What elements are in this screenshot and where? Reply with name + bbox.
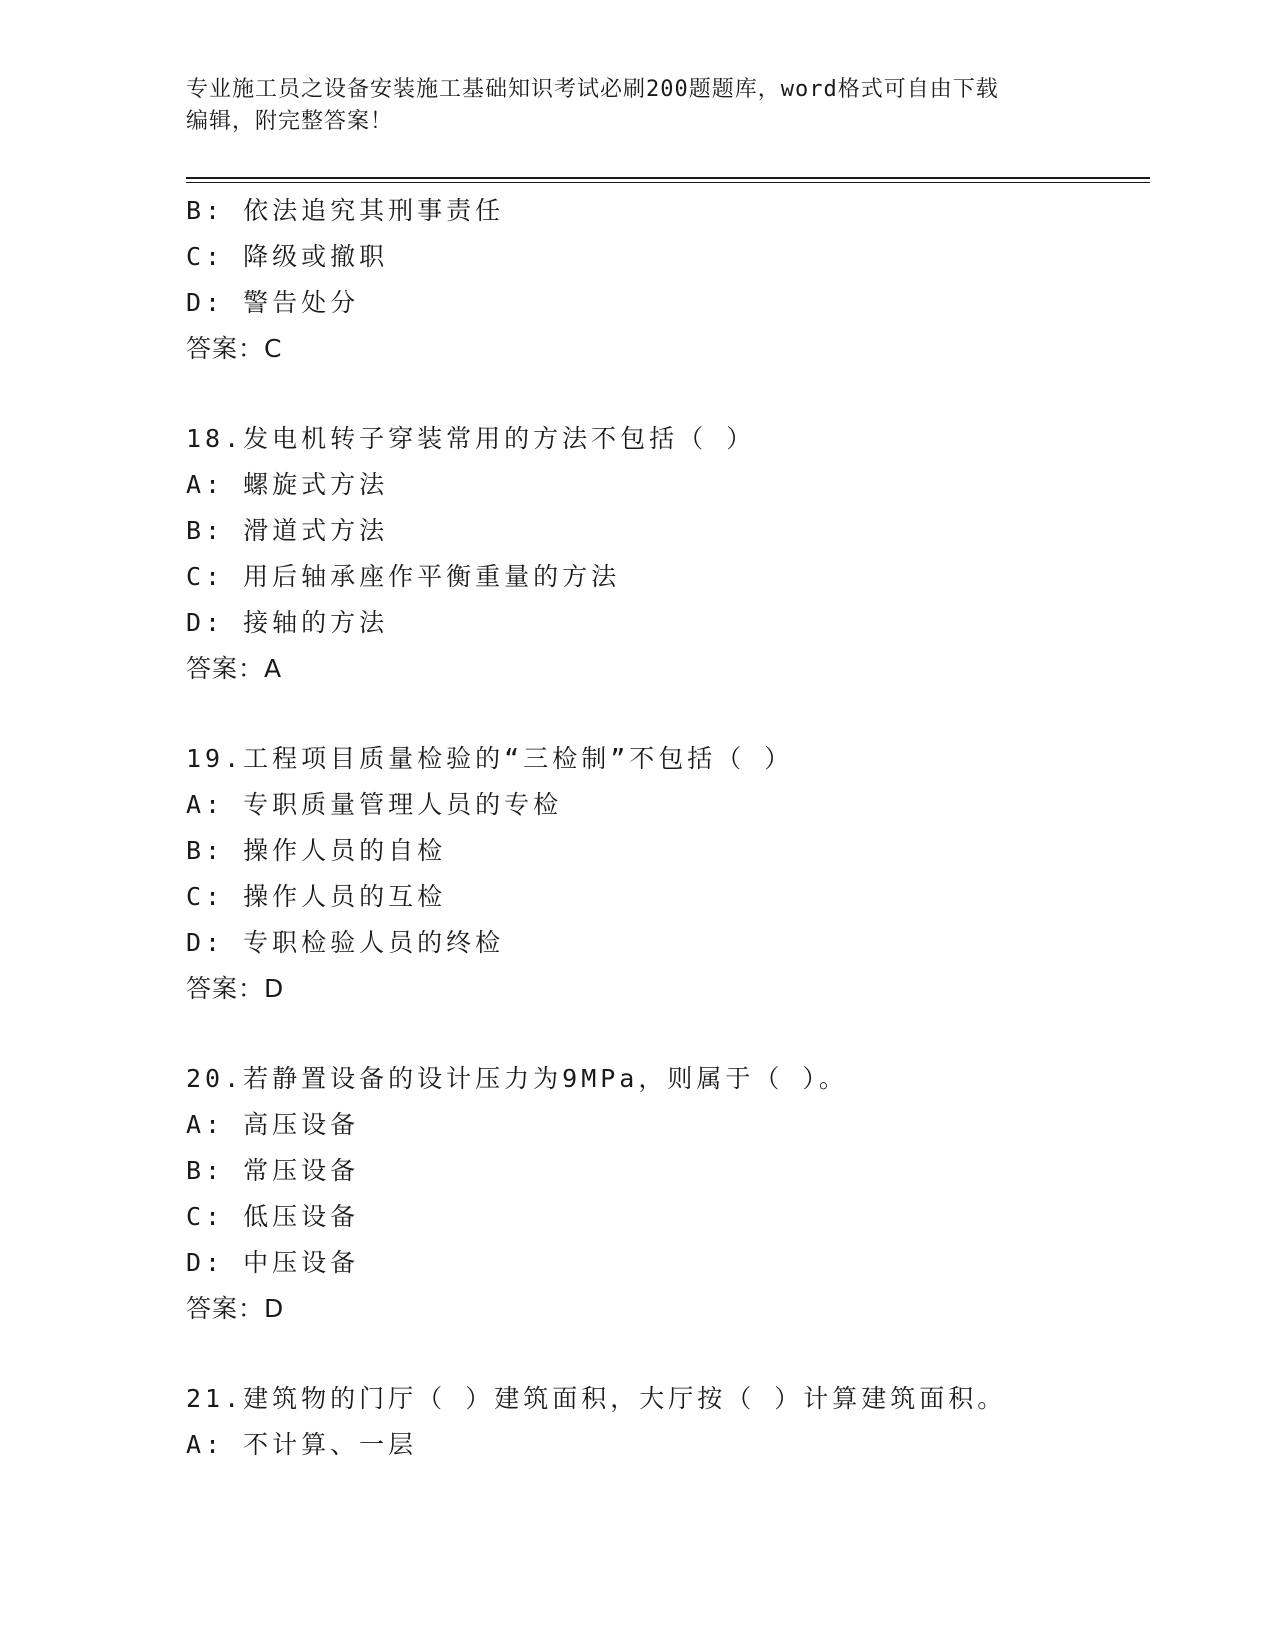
question-spacer [186, 372, 1146, 416]
option-d: D: 专职检验人员的终检 [186, 928, 505, 957]
option-b: B: 依法追究其刑事责任 [186, 196, 505, 225]
option-d: D: 警告处分 [186, 288, 360, 317]
question-stem: 21.建筑物的门厅（ ）建筑面积，大厅按（ ）计算建筑面积。 [186, 1384, 1007, 1413]
option-a: A: 不计算、一层 [186, 1430, 418, 1459]
question-spacer [186, 692, 1146, 736]
question-spacer [186, 1012, 1146, 1056]
option-a: A: 螺旋式方法 [186, 470, 389, 499]
document-header [186, 74, 1066, 138]
option-c: C: 用后轴承座作平衡重量的方法 [186, 562, 621, 591]
question-spacer [186, 1332, 1146, 1376]
question-stem: 20.若静置设备的设计压力为9MPa，则属于（ ）。 [186, 1064, 848, 1093]
question-block-18 [186, 416, 1146, 692]
answer-line: 答案：A [186, 654, 283, 683]
answer-line: 答案：D [186, 974, 285, 1003]
answer-line: 答案：D [186, 1294, 285, 1323]
option-d: D: 中压设备 [186, 1248, 360, 1277]
header-line-1: 专业施工员之设备安装施工基础知识考试必刷200题题库，word格式可自由下载 [186, 77, 999, 102]
option-b: B: 操作人员的自检 [186, 836, 447, 865]
question-stem: 19.工程项目质量检验的“三检制”不包括（ ） [186, 744, 794, 773]
option-c: C: 低压设备 [186, 1202, 360, 1231]
answer-line: 答案：C [186, 334, 283, 363]
option-d: D: 接轴的方法 [186, 608, 389, 637]
header-divider-thin [186, 182, 1150, 183]
question-block-19 [186, 736, 1146, 1012]
option-b: B: 滑道式方法 [186, 516, 389, 545]
option-a: A: 专职质量管理人员的专检 [186, 790, 563, 819]
question-block-20 [186, 1056, 1146, 1332]
option-b: B: 常压设备 [186, 1156, 360, 1185]
question-block-21 [186, 1376, 1146, 1468]
option-c: C: 操作人员的互检 [186, 882, 447, 911]
header-line-2: 编辑，附完整答案！ [186, 109, 394, 134]
question-stem: 18.发电机转子穿装常用的方法不包括（ ） [186, 424, 756, 453]
question-block-17 [186, 188, 1146, 372]
header-divider-thick [186, 177, 1150, 179]
question-list [186, 188, 1146, 1468]
option-c: C: 降级或撤职 [186, 242, 389, 271]
option-a: A: 高压设备 [186, 1110, 360, 1139]
